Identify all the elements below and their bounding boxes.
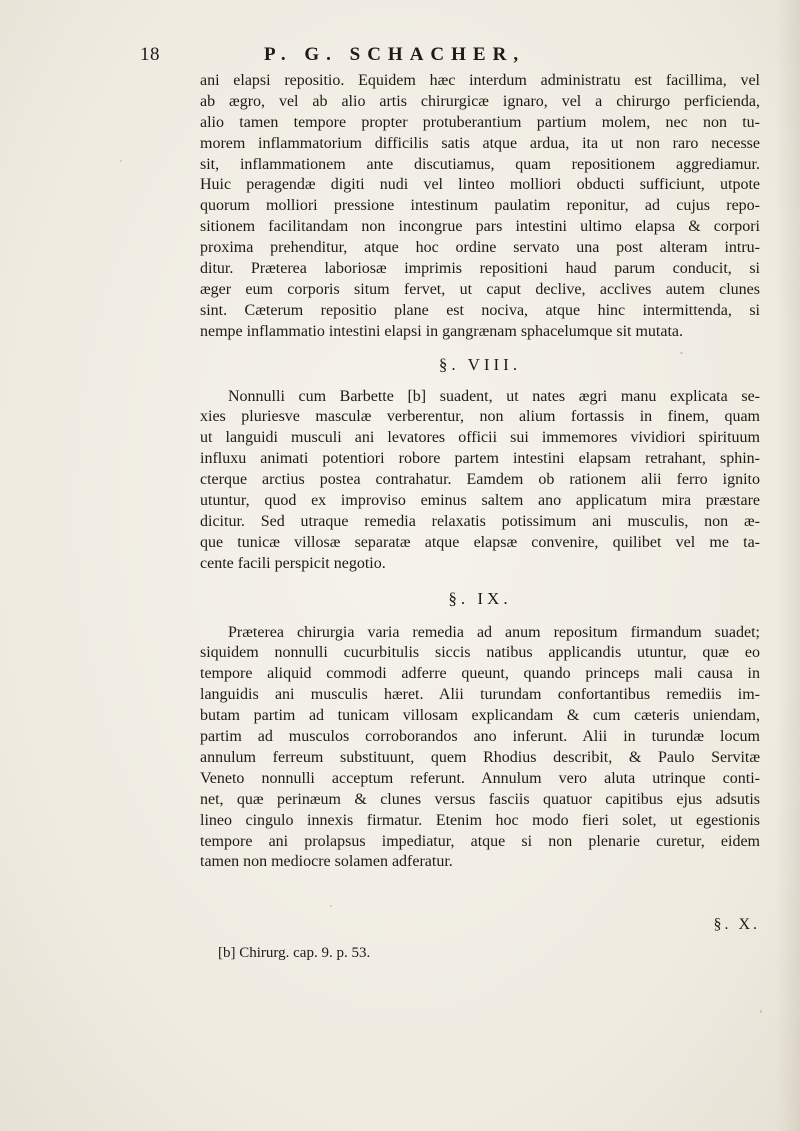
page-edge-shadow — [776, 0, 800, 1131]
page-header — [0, 44, 800, 74]
paper-speck — [330, 905, 332, 907]
text-line: que tunicæ villosæ separatæ atque elapsæ convenire, quilibet vel me ta- — [200, 533, 760, 551]
text-line: siquidem nonnulli cucurbitulis siccis natibus applicandis utuntur, quæ eo — [200, 644, 760, 662]
text-line: partim ad musculos corroborandos ano inferunt. Alii in turundæ locum — [200, 728, 760, 746]
text-line: morem inflammatorium difficilis satis atque ardua, ita ut non raro necesse — [200, 134, 760, 152]
paper-speck — [760, 1010, 762, 1013]
footnote: [b] Chirurg. cap. 9. p. 53. — [218, 945, 371, 961]
paragraph — [200, 623, 760, 874]
text-line: xies pluriesve masculæ verberentur, non alium fortassis in finem, quam — [200, 408, 760, 426]
body-text — [200, 71, 760, 873]
text-line: Veneto nonnulli acceptum referunt. Annulum vero aluta utrinque conti- — [200, 769, 760, 787]
text-line: influxu animati potentiori robore partem intestini elapsam retrahant, sphin- — [200, 450, 760, 468]
page-number: 18 — [140, 44, 160, 65]
text-line: languidis ani musculis hæret. Alii turundam confortantibus remediis im- — [200, 686, 760, 704]
text-line: butam partim ad tunicam villosam explicandam & cum cæteris uniendam, — [200, 707, 760, 725]
catchword-row — [200, 916, 760, 938]
text-line: sitionem facilitandam non incongrue pars intestini ultimo elapsa & corpori — [200, 218, 760, 236]
paper-speck — [680, 352, 683, 354]
text-line: alio tamen tempore propter protuberantium partium molem, nec non tu- — [200, 113, 760, 131]
text-line: ab ægro, vel ab alio artis chirurgicæ ignaro, vel a chirurgo perficienda, — [200, 92, 760, 110]
text-line: ut languidi musculi ani levatores officii sui immemores vividiori spirituum — [200, 429, 760, 447]
text-line: dicitur. Sed utraque remedia relaxatis potissimum ani musculis, non æ- — [200, 512, 760, 530]
text-line: Præterea chirurgia varia remedia ad anum repositum firmandum suadet; — [228, 623, 760, 641]
text-line: nempe inflammatio intestini elapsi in gangrænam sphacelumque sit mutata. — [200, 322, 683, 340]
paragraph — [200, 387, 760, 575]
section-heading: §. VIII. — [438, 354, 522, 374]
text-line: utuntur, quod ex improviso eminus saltem ano applicatum mira præstare — [200, 492, 760, 510]
text-line: tempore ani prolapsus impediatur, atque si non plenarie curetur, eidem — [200, 832, 760, 850]
section-heading: §. IX. — [448, 588, 512, 608]
text-line: ani elapsi repositio. Equidem hæc interdum administratu est facillima, vel — [200, 72, 760, 89]
paper-speck — [560, 498, 562, 500]
text-line: tempore aliquid commodi adferre queunt, quando princeps mali causa in — [200, 665, 760, 683]
text-line: Huic peragendæ digiti nudi vel linteo molliori obducti sufficiunt, utpote — [200, 176, 760, 194]
running-head: P. G. SCHACHER, — [264, 44, 526, 65]
text-line: lineo cingulo innexis firmatur. Etenim hoc modo fieri solet, ut egestionis — [200, 811, 760, 829]
text-line: sit, inflammationem ante discutiamus, quam repositionem aggrediamur. — [200, 155, 760, 173]
text-line: sint. Cæterum repositio plane est nociva, atque hinc intermittenda, si — [200, 301, 760, 319]
text-line: ditur. Præterea laboriosæ imprimis repositioni haud parum conducit, si — [200, 260, 760, 278]
text-line: net, quæ perinæum & clunes versus fasciis quatuor capitibus ejus adsutis — [200, 790, 760, 808]
paper-speck — [120, 160, 122, 162]
text-line: annulum ferreum substituunt, quem Rhodius describit, & Paulo Servitæ — [200, 748, 760, 766]
catchword: §. X. — [713, 916, 760, 933]
paragraph — [200, 71, 760, 343]
text-line: quorum molliori pressione intestinum paulatim reponitur, ad cujus repo- — [200, 197, 760, 215]
text-line: cterque arctius postea contrahatur. Eamdem ob rationem alii ferro ignito — [200, 471, 760, 489]
text-line: Nonnulli cum Barbette [b] suadent, ut nates ægri manu explicata se- — [228, 387, 760, 405]
text-line: tamen non mediocre solamen adferatur. — [200, 853, 453, 871]
text-line: cente facili perspicit negotio. — [200, 554, 386, 572]
text-line: proxima prehenditur, atque hoc ordine servato una post alteram intru- — [200, 239, 760, 257]
text-line: æger eum corporis situm fervet, ut caput declive, acclives autem clunes — [200, 280, 760, 298]
